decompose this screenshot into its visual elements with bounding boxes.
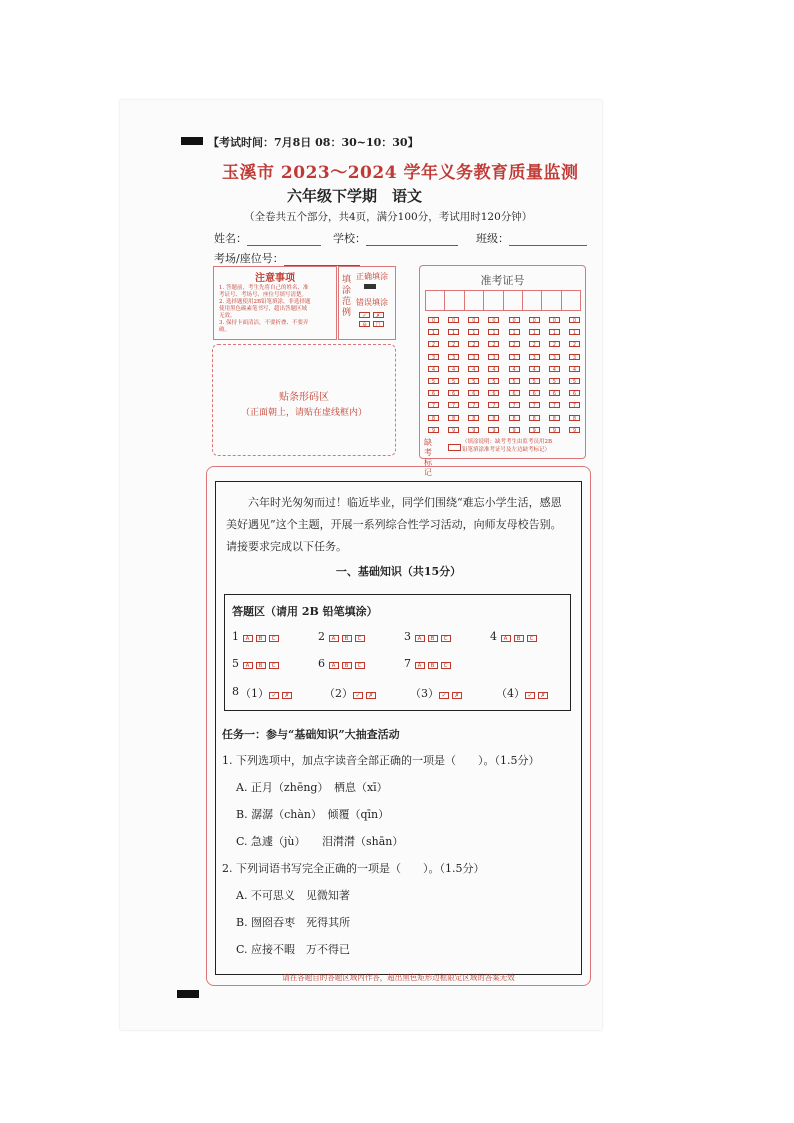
question-number: 4 <box>490 630 497 643</box>
absent-bubble[interactable] <box>448 444 461 451</box>
ticket-digit-bubble[interactable]: 7 <box>549 402 560 408</box>
ticket-digit-row <box>428 341 580 353</box>
cross-bubble[interactable]: ✗ <box>538 692 548 699</box>
ticket-digit-bubble[interactable]: 6 <box>468 390 479 396</box>
question-number: 6 <box>318 657 325 670</box>
footer-note: 请在各题目的答题区域内作答，超出黑色矩形边框限定区域的答案无效 <box>282 973 515 982</box>
ticket-digit-bubble[interactable]: 9 <box>448 427 459 433</box>
option-a-bubble[interactable]: A <box>243 662 253 669</box>
ticket-digit-bubble[interactable]: 7 <box>529 402 540 408</box>
alignment-marker-top <box>181 137 203 145</box>
fill-example-label: 填涂范例 <box>342 275 352 318</box>
ticket-digit-bubble[interactable]: 0 <box>529 317 540 323</box>
notice-box <box>213 266 337 340</box>
answer-row-2 <box>232 657 490 670</box>
ticket-digit-row <box>428 415 580 427</box>
ticket-digit-bubble[interactable]: 9 <box>549 427 560 433</box>
answer-row-3 <box>232 685 576 701</box>
sub-question-number: （1） <box>240 687 269 700</box>
ticket-digit-row <box>428 329 580 341</box>
option-a-bubble[interactable]: A <box>501 635 511 642</box>
ticket-digit-row <box>428 354 580 366</box>
option-a-bubble[interactable]: A <box>415 635 425 642</box>
ticket-digit-bubble[interactable]: 3 <box>488 354 499 360</box>
absent-note-line: 铅笔填涂准考证号及左边缺考标记） <box>462 447 551 453</box>
tf-item[interactable] <box>410 685 496 701</box>
ticket-digit-row <box>428 317 580 329</box>
ticket-digit-bubble[interactable]: 8 <box>488 415 499 421</box>
ticket-digit-bubble[interactable]: 8 <box>569 415 580 421</box>
ticket-digit-bubble[interactable]: 5 <box>448 378 459 384</box>
ticket-digit-bubble[interactable]: 9 <box>509 427 520 433</box>
tf-item[interactable] <box>324 685 410 701</box>
answer-row-1 <box>232 630 570 643</box>
ticket-digit-bubble[interactable]: 2 <box>428 341 439 347</box>
ticket-digit-bubble[interactable]: 7 <box>468 402 479 408</box>
ticket-digit-bubble[interactable]: 0 <box>488 317 499 323</box>
fill-example-box <box>338 266 396 340</box>
ticket-digit-bubble[interactable]: 5 <box>428 378 439 384</box>
option-a-bubble[interactable]: A <box>415 662 425 669</box>
option-b-bubble[interactable]: B <box>514 635 524 642</box>
ticket-digit-bubble[interactable]: 1 <box>549 329 560 335</box>
ticket-digit-bubble[interactable]: 8 <box>509 415 520 421</box>
check-bubble[interactable]: ✓ <box>525 692 535 699</box>
correct-fill-sample <box>364 284 376 289</box>
ticket-digit-row <box>428 390 580 402</box>
ticket-digit-bubble[interactable]: 0 <box>468 317 479 323</box>
ticket-digit-bubble[interactable]: 9 <box>569 427 580 433</box>
answer-area-title: 答题区（请用 2B 铅笔填涂） <box>232 605 378 618</box>
ticket-digit-bubble[interactable]: 4 <box>509 366 520 372</box>
ticket-digit-bubble[interactable]: 1 <box>428 329 439 335</box>
wrong-fill-label: 错误填涂 <box>356 298 388 307</box>
ticket-digit-bubble[interactable]: 3 <box>569 354 580 360</box>
option-c-bubble[interactable]: C <box>355 635 365 642</box>
question-1-option-b: B. 潺潺（chàn） 倾覆（qīn） <box>236 808 390 821</box>
question-2-option-a: A. 不可思义 见微知著 <box>236 889 350 902</box>
ticket-digit-bubble[interactable]: 8 <box>529 415 540 421</box>
tf-item[interactable] <box>240 685 324 701</box>
ticket-digit-bubble[interactable]: 1 <box>448 329 459 335</box>
sub-question-number: （4） <box>496 687 525 700</box>
ticket-digit-bubble[interactable]: 1 <box>529 329 540 335</box>
name-label: 姓名： <box>214 232 247 245</box>
ticket-digit-bubble[interactable]: 1 <box>468 329 479 335</box>
ticket-digit-bubble[interactable]: 7 <box>448 402 459 408</box>
ticket-digit-bubble[interactable]: 4 <box>488 366 499 372</box>
ticket-digit-bubble[interactable]: 6 <box>488 390 499 396</box>
answer-item[interactable] <box>318 657 404 670</box>
notice-title: 注意事项 <box>255 273 295 284</box>
ticket-digit-bubble[interactable]: 4 <box>549 366 560 372</box>
question-number: 1 <box>232 630 239 643</box>
answer-sheet <box>120 100 602 1030</box>
option-c-bubble[interactable]: C <box>269 662 279 669</box>
ticket-digit-bubble[interactable]: 5 <box>549 378 560 384</box>
ticket-digit-bubble[interactable]: 6 <box>428 390 439 396</box>
ticket-digit-bubble[interactable]: 8 <box>428 415 439 421</box>
ticket-digit-bubble[interactable]: 0 <box>549 317 560 323</box>
absent-note-line: （填涂说明：缺考考生由监考员用2B <box>462 439 553 445</box>
question-number: 8 <box>232 685 239 698</box>
check-bubble[interactable]: ✓ <box>269 692 279 699</box>
check-bubble[interactable]: ✓ <box>439 692 449 699</box>
ticket-digit-bubble[interactable]: 9 <box>529 427 540 433</box>
exam-time: 【考试时间：7月8日 08：30~10：30】 <box>208 136 419 149</box>
barcode-title: 贴条形码区 <box>279 392 329 403</box>
option-b-bubble[interactable]: B <box>428 662 438 669</box>
seat-label: 考场/座位号： <box>214 252 284 265</box>
seat-field[interactable] <box>214 250 360 266</box>
ticket-number-box <box>419 265 586 477</box>
ticket-number-title: 准考证号 <box>480 274 525 287</box>
ticket-digit-bubble[interactable]: 0 <box>509 317 520 323</box>
question-number: 3 <box>404 630 411 643</box>
ticket-digit-bubble[interactable]: 5 <box>488 378 499 384</box>
ticket-digit-bubble[interactable]: 3 <box>549 354 560 360</box>
correct-fill-label: 正确填涂 <box>356 272 388 281</box>
option-c-bubble[interactable]: C <box>355 662 365 669</box>
option-a-bubble[interactable]: A <box>329 635 339 642</box>
notice-line: 1. 答题前，考生先将自己的姓名、准 <box>219 285 309 291</box>
notice-line: 考证号、考场号、座位号填写清楚。 <box>219 292 308 298</box>
ticket-digit-row <box>428 366 580 378</box>
ticket-digit-bubble[interactable]: 3 <box>448 354 459 360</box>
question-1-option-c: C. 急遽（jù） 泪潸潸（shān） <box>236 835 404 848</box>
task-heading: 任务一：参与“基础知识”大抽查活动 <box>222 728 400 741</box>
question-region <box>206 466 591 986</box>
option-b-bubble[interactable]: B <box>342 662 352 669</box>
school-field[interactable] <box>333 230 458 246</box>
barcode-note: （正面朝上，请贴在虚线框内） <box>240 408 367 418</box>
ticket-digit-bubble[interactable]: 8 <box>549 415 560 421</box>
ticket-digit-bubble[interactable]: 6 <box>549 390 560 396</box>
ticket-digit-bubble[interactable]: 5 <box>468 378 479 384</box>
ticket-digit-bubble[interactable]: 2 <box>468 341 479 347</box>
ticket-digit-bubble[interactable]: 2 <box>509 341 520 347</box>
ticket-digit-bubble[interactable]: 8 <box>448 415 459 421</box>
ticket-digit-bubble[interactable]: 0 <box>428 317 439 323</box>
ticket-digit-bubble[interactable]: 3 <box>509 354 520 360</box>
intro-paragraph: 六年时光匆匆而过！临近毕业，同学们围绕“难忘小学生活，感恩美好遇见”这个主题，开展一系列综合性学习活动，向师友母校告别。请接要求完成以下任务。 <box>226 496 562 553</box>
school-label: 学校： <box>333 232 366 245</box>
ticket-digit-bubble[interactable]: 6 <box>569 390 580 396</box>
question-2-option-b: B. 囫囵吞枣 死得其所 <box>236 916 351 929</box>
option-a-bubble[interactable]: A <box>329 662 339 669</box>
option-c-bubble[interactable]: C <box>527 635 537 642</box>
question-frame <box>215 481 582 975</box>
ticket-digit-bubble[interactable]: 8 <box>468 415 479 421</box>
notice-line: 3. 保持卡面清洁，不要折叠、不要弄 <box>219 320 309 326</box>
check-bubble[interactable]: ✓ <box>353 692 363 699</box>
cross-bubble[interactable]: ✗ <box>452 692 462 699</box>
ticket-digit-bubble[interactable]: 6 <box>448 390 459 396</box>
option-a-bubble[interactable]: A <box>243 635 253 642</box>
ticket-number-write-cells[interactable] <box>425 290 581 311</box>
ticket-digit-bubble[interactable]: 0 <box>569 317 580 323</box>
ticket-digit-bubble[interactable]: 4 <box>428 366 439 372</box>
sub-question-number: （2） <box>324 687 353 700</box>
alignment-marker-bottom <box>177 990 199 998</box>
ticket-digit-bubble[interactable]: 5 <box>529 378 540 384</box>
ticket-digit-bubble[interactable]: 3 <box>428 354 439 360</box>
ticket-digit-bubble[interactable]: 2 <box>488 341 499 347</box>
ticket-digit-row <box>428 402 580 414</box>
name-field[interactable] <box>214 230 321 246</box>
ticket-digit-bubble[interactable]: 9 <box>488 427 499 433</box>
ticket-digit-bubble[interactable]: 6 <box>529 390 540 396</box>
ticket-bubble-grid[interactable] <box>428 317 580 439</box>
ticket-digit-bubble[interactable]: 0 <box>448 317 459 323</box>
ticket-digit-bubble[interactable]: 5 <box>509 378 520 384</box>
ticket-digit-bubble[interactable]: 2 <box>448 341 459 347</box>
ticket-digit-bubble[interactable]: 2 <box>549 341 560 347</box>
absent-note <box>462 438 552 454</box>
option-c-bubble[interactable]: C <box>441 635 451 642</box>
ticket-digit-bubble[interactable]: 9 <box>428 427 439 433</box>
option-b-bubble[interactable]: B <box>256 662 266 669</box>
question-2-option-c: C. 应接不暇 万不得已 <box>236 943 351 956</box>
notice-line: 破。 <box>219 327 231 333</box>
cross-bubble[interactable]: ✗ <box>366 692 376 699</box>
ticket-digit-bubble[interactable]: 7 <box>569 402 580 408</box>
option-c-bubble[interactable]: C <box>441 662 451 669</box>
cross-bubble[interactable]: ✗ <box>282 692 292 699</box>
question-2-stem: 2. 下列词语书写完全正确的一项是（ ）。（1.5分） <box>222 862 485 875</box>
ticket-digit-bubble[interactable]: 5 <box>569 378 580 384</box>
ticket-digit-bubble[interactable]: 4 <box>529 366 540 372</box>
ticket-digit-bubble[interactable]: 4 <box>468 366 479 372</box>
option-b-bubble[interactable]: B <box>428 635 438 642</box>
ticket-digit-bubble[interactable]: 7 <box>488 402 499 408</box>
answer-item[interactable] <box>404 657 490 670</box>
ticket-digit-bubble[interactable]: 7 <box>428 402 439 408</box>
ticket-digit-bubble[interactable]: 2 <box>529 341 540 347</box>
ticket-digit-bubble[interactable]: 4 <box>569 366 580 372</box>
answer-item[interactable] <box>232 657 318 670</box>
ticket-digit-bubble[interactable]: 1 <box>509 329 520 335</box>
option-b-bubble[interactable]: B <box>342 635 352 642</box>
notice-line: 使用黑色碳素笔书写，超出答题区域 <box>219 306 308 312</box>
wrong-fill-samples: ✓ ✗ ⊖ □ <box>359 310 384 328</box>
class-label: 班级： <box>476 232 509 245</box>
answer-item[interactable] <box>318 630 404 643</box>
absent-label: 缺考标记 <box>424 438 432 477</box>
question-number: 5 <box>232 657 239 670</box>
tf-item[interactable] <box>496 685 576 701</box>
option-c-bubble[interactable]: C <box>269 635 279 642</box>
class-field[interactable] <box>476 230 587 246</box>
paper-info: （全卷共五个部分，共4页，满分100分，考试用时120分钟） <box>244 211 533 223</box>
ticket-digit-bubble[interactable]: 7 <box>509 402 520 408</box>
ticket-digit-bubble[interactable]: 3 <box>529 354 540 360</box>
exam-title: 玉溪市 2023～2024 学年义务教育质量监测 <box>222 163 579 183</box>
question-1-option-a: A. 正月（zhēng） 栖息（xī） <box>236 781 388 794</box>
notice-line: 2. 选择题使用2B铅笔填涂，非选择题 <box>219 299 311 305</box>
ticket-digit-bubble[interactable]: 4 <box>448 366 459 372</box>
answer-area-box <box>224 594 571 711</box>
question-1-stem: 1. 下列选项中，加点字读音全部正确的一项是（ ）。（1.5分） <box>222 754 540 767</box>
ticket-digit-bubble[interactable]: 1 <box>569 329 580 335</box>
ticket-digit-bubble[interactable]: 1 <box>488 329 499 335</box>
answer-item[interactable] <box>232 630 318 643</box>
exam-subtitle: 六年级下学期 语文 <box>287 187 423 205</box>
question-number: 2 <box>318 630 325 643</box>
option-b-bubble[interactable]: B <box>256 635 266 642</box>
question-number: 7 <box>404 657 411 670</box>
notice-line: 无效。 <box>219 313 236 319</box>
ticket-digit-row <box>428 378 580 390</box>
answer-item[interactable] <box>404 630 490 643</box>
answer-item[interactable] <box>490 630 570 643</box>
barcode-area <box>212 344 396 456</box>
ticket-digit-bubble[interactable]: 3 <box>468 354 479 360</box>
section-heading: 一、基础知识（共15分） <box>335 565 462 578</box>
sub-question-number: （3） <box>410 687 439 700</box>
ticket-digit-bubble[interactable]: 9 <box>468 427 479 433</box>
ticket-digit-bubble[interactable]: 2 <box>569 341 580 347</box>
ticket-digit-bubble[interactable]: 6 <box>509 390 520 396</box>
